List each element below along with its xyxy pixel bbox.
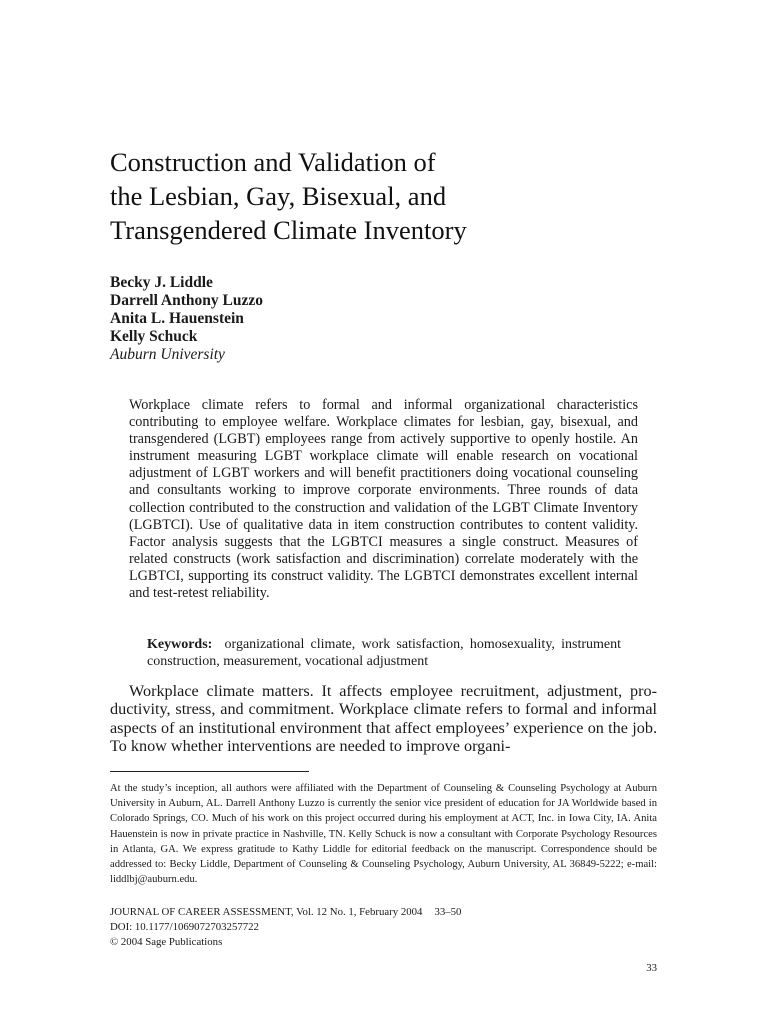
page-number: 33: [646, 962, 657, 974]
journal-citation: [110, 905, 610, 950]
author-name: Becky J. Liddle: [110, 274, 213, 291]
author-list: [110, 274, 263, 364]
copyright: © 2004 Sage Publications: [110, 936, 223, 948]
title-line: the Lesbian, Gay, Bisexual, and: [110, 181, 447, 211]
journal-info: JOURNAL OF CAREER ASSESSMENT, Vol. 12 No. 1, February 2004: [110, 906, 423, 918]
author-footnote: At the study’s inception, all authors were affiliated with the Department of Counseling & Counseling Psychology at Auburn University in Auburn, AL. Darrell Anthony Luzzo is currently the senior vice president of education for JA Worldwide based in Colorado Springs, CO. Much of his work on this project occurred during his employment at ACT, Inc. in Iowa City, IA. Anita Hauenstein is now in private practice in Nashville, TN. Kelly Schuck is now a consultant with Corporate Psychology Resources in Atlanta, GA. We express gratitude to Kathy Liddle for editorial feedback on the manuscript. Correspondence should be addressed to: Becky Liddle, Department of Counseling & Counseling Psychology, Auburn University, AL 36849-5222; e-mail: liddlbj@auburn.edu.: [110, 783, 657, 886]
keywords-text: organizational climate, work satisfaction, homosexuality, instrument construction, measurement, vocational adjustment: [147, 637, 621, 669]
citation-line: [110, 905, 610, 920]
title-line: Transgendered Climate Inventory: [110, 215, 467, 245]
doi: DOI: 10.1177/1069072703257722: [110, 921, 259, 933]
keywords-label: Keywords:: [147, 637, 213, 652]
body-paragraph: Workplace climate matters. It affects employee recruitment, adjustment, productivity, stress, and commitment. Workplace climate refers to formal and informal aspects of an institutional environment that affect employees’ experience on the job. To know whether interventions are needed to improve organi-: [110, 682, 657, 756]
author-name: Anita L. Hauenstein: [110, 310, 244, 327]
footnote-divider: [110, 771, 309, 772]
keywords-block: [147, 636, 621, 670]
abstract: Workplace climate refers to formal and informal organizational characteristics contributing to employee welfare. Workplace climates for lesbian, gay, bisexual, and transgendered (LGBT) employees range from actively supportive to openly hostile. An instrument measuring LGBT workplace climate will enable research on vocational adjustment of LGBT workers and will benefit practitioners doing vocational counseling and consultants working to improve corporate environments. Three rounds of data collection contributed to the construction and validation of the LGBT Climate Inventory (LGBTCI). Use of qualitative data in item construction contributes to content validity. Factor analysis suggests that the LGBTCI measures a single construct. Measures of related constructs (work satisfaction and discrimination) correlate moderately with the LGBTCI, supporting its construct validity. The LGBTCI demonstrates excellent internal and test-retest reliability.: [129, 397, 638, 602]
page-range: 33–50: [434, 906, 462, 918]
article-title: [110, 145, 670, 247]
author-name: Kelly Schuck: [110, 328, 198, 345]
title-line: Construction and Validation of: [110, 147, 436, 177]
author-name: Darrell Anthony Luzzo: [110, 292, 263, 309]
author-affiliation: Auburn University: [110, 346, 225, 363]
